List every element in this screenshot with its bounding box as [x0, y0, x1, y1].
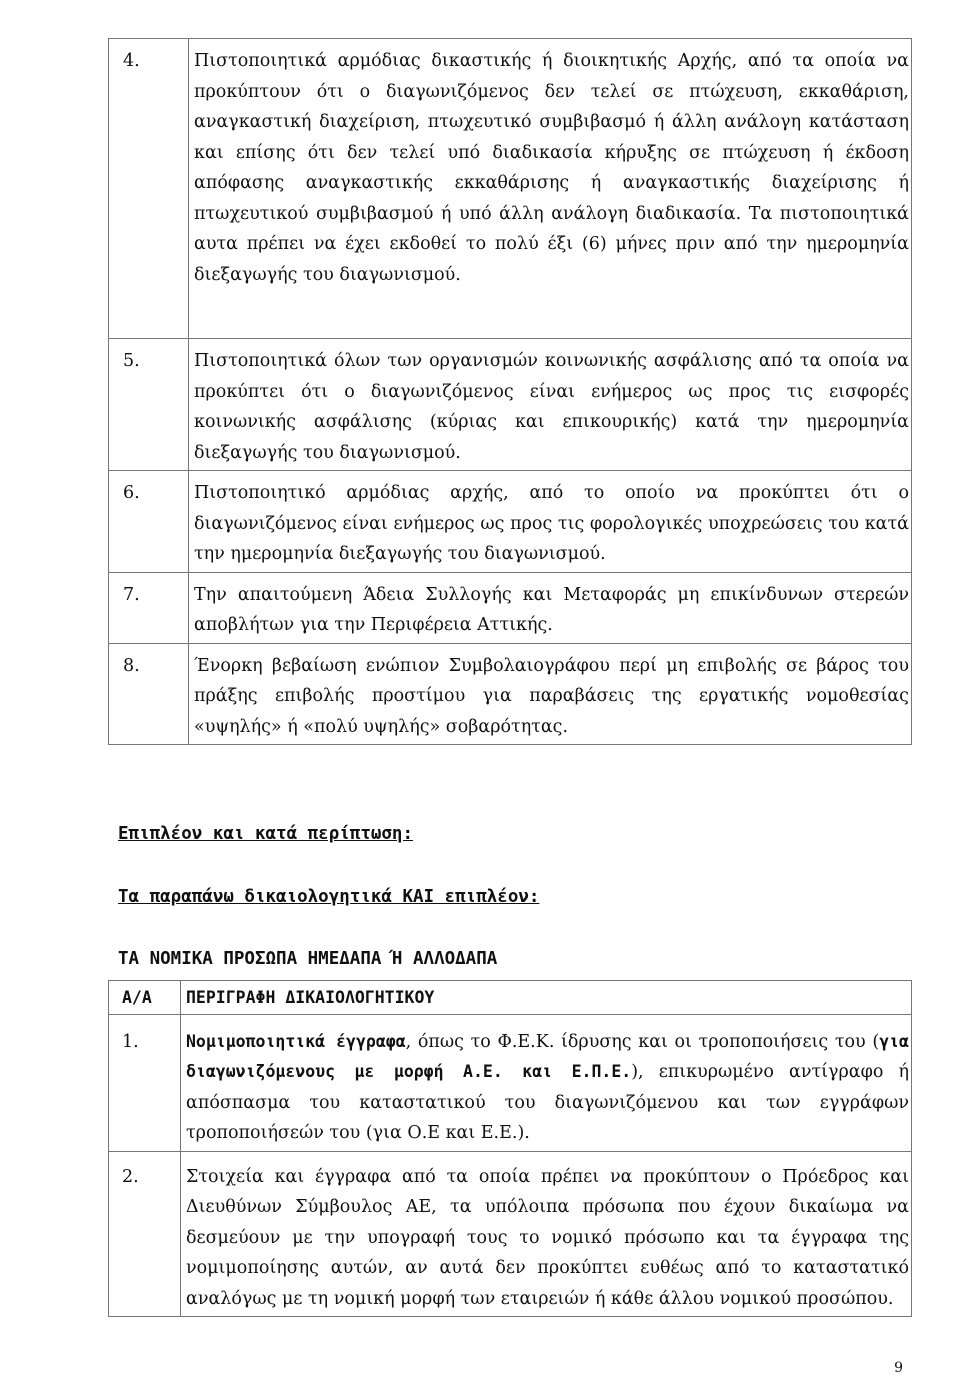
column-header-number: Α/Α [109, 981, 181, 1015]
legal-entities-table [108, 980, 912, 1317]
list-item [109, 572, 912, 643]
row-number: 1. [109, 1014, 181, 1151]
item-text: Πιστοποιητικά όλων των οργανισμών κοινωνικής ασφάλισης από τα οποία να προκύπτει ότι ο διαγωνιζόμενος είναι ενήμερος ως προς τις εισφορές κοινωνικής ασφάλισης (κύριας και επικουρικής) κατά την ημερομηνία διεξαγωγής του διαγωνισμού. [189, 339, 912, 471]
heading-extra: Επιπλέον και κατά περίπτωση: [118, 824, 414, 844]
row-number: 2. [109, 1151, 181, 1317]
item-number: 6. [109, 471, 189, 573]
list-item [109, 643, 912, 745]
bold-text: Νομιμοποιητικά έγγραφα [186, 1031, 406, 1051]
item-text: Την απαιτούμενη Άδεια Συλλογής και Μεταφοράς μη επικίνδυνων στερεών αποβλήτων για την Περιφέρεια Αττικής. [189, 572, 912, 643]
page-number: 9 [894, 1360, 903, 1376]
bold-text: για διαγωνιζόμενους με μορφή Α.Ε. και Ε.Π.Ε. [186, 1031, 909, 1081]
item-text: Ένορκη βεβαίωση ενώπιον Συμβολαιογράφου περί μη επιβολής σε βάρος του πράξης επιβολής προστίμου για παραβάσεις της εργατικής νομοθεσίας «υψηλής» ή «πολύ υψηλής» σοβαρότητας. [189, 643, 912, 745]
row-description: Νομιμοποιητικά έγγραφα, όπως το Φ.Ε.Κ. ίδρυσης και οι τροποποιήσεις του (για διαγωνιζόμενους με μορφή Α.Ε. και Ε.Π.Ε.), επικυρωμένο αντίγραφο ή απόσπασμα του καταστατικού του διαγωνιζόμενου και των εγγράφων τροποποιήσεών του (για Ο.Ε και Ε.Ε.). [181, 1014, 912, 1151]
column-header-description: ΠΕΡΙΓΡΑΦΗ ΔΙΚΑΙΟΛΟΓΗΤΙΚΟΥ [181, 981, 912, 1015]
row-description: Στοιχεία και έγγραφα από τα οποία πρέπει να προκύπτουν ο Πρόεδρος και Διευθύνων Σύμβουλος ΑΕ, τα υπόλοιπα πρόσωπα που έχουν δικαίωμα να δεσμεύουν με την υπογραφή τους το νομικό πρόσωπο και τα έγγραφα της νομιμοποίησης αυτών, αν αυτά δεν προκύπτει ευθέως από το καταστατικό αναλόγως με τη νομική μορφή των εταιρειών ή κάθε άλλου νομικού προσώπου. [181, 1151, 912, 1317]
item-text: Πιστοποιητικά αρμόδιας δικαστικής ή διοικητικής Αρχής, από τα οποία να προκύπτουν ότι ο διαγωνιζόμενος δεν τελεί σε πτώχευση, εκκαθάριση, αναγκαστική διαχείριση, πτωχευτικό συμβιβασμό ή άλλη ανάλογη κατάσταση και επίσης ότι δεν τελεί υπό διαδικασία κήρυξης σε πτώχευση ή έκδοση απόφασης αναγκαστικής εκκαθάρισης ή αναγκαστικής διαχείρισης ή πτωχευτικού συμβιβασμού ή υπό άλλη ανάλογη διαδικασία. Τα πιστοποιητικά αυτα πρέπει να έχει εκδοθεί το πολύ έξι (6) μήνες πριν από την ημερομηνία διεξαγωγής του διαγωνισμού. [189, 39, 912, 339]
table-row [109, 1014, 912, 1151]
heading-legal-entities: ΤΑ ΝΟΜΙΚΑ ΠΡΟΣΩΠΑ ΗΜΕΔΑΠΑ Ή ΑΛΛΟΔΑΠΑ [118, 949, 498, 969]
list-item [109, 39, 912, 339]
list-item [109, 471, 912, 573]
table-row [109, 1151, 912, 1317]
item-number: 5. [109, 339, 189, 471]
item-text: Πιστοποιητικό αρμόδιας αρχής, από το οποίο να προκύπτει ότι ο διαγωνιζόμενος είναι ενήμερος ως προς τις φορολογικές υποχρεώσεις του κατά την ημερομηνία διεξαγωγής του διαγωνισμού. [189, 471, 912, 573]
item-number: 4. [109, 39, 189, 339]
item-number: 8. [109, 643, 189, 745]
item-number: 7. [109, 572, 189, 643]
list-item [109, 339, 912, 471]
table-header-row [109, 981, 912, 1015]
heading-above: Τα παραπάνω δικαιολογητικά ΚΑΙ επιπλέον: [118, 887, 540, 907]
requirements-list-table [108, 38, 912, 745]
